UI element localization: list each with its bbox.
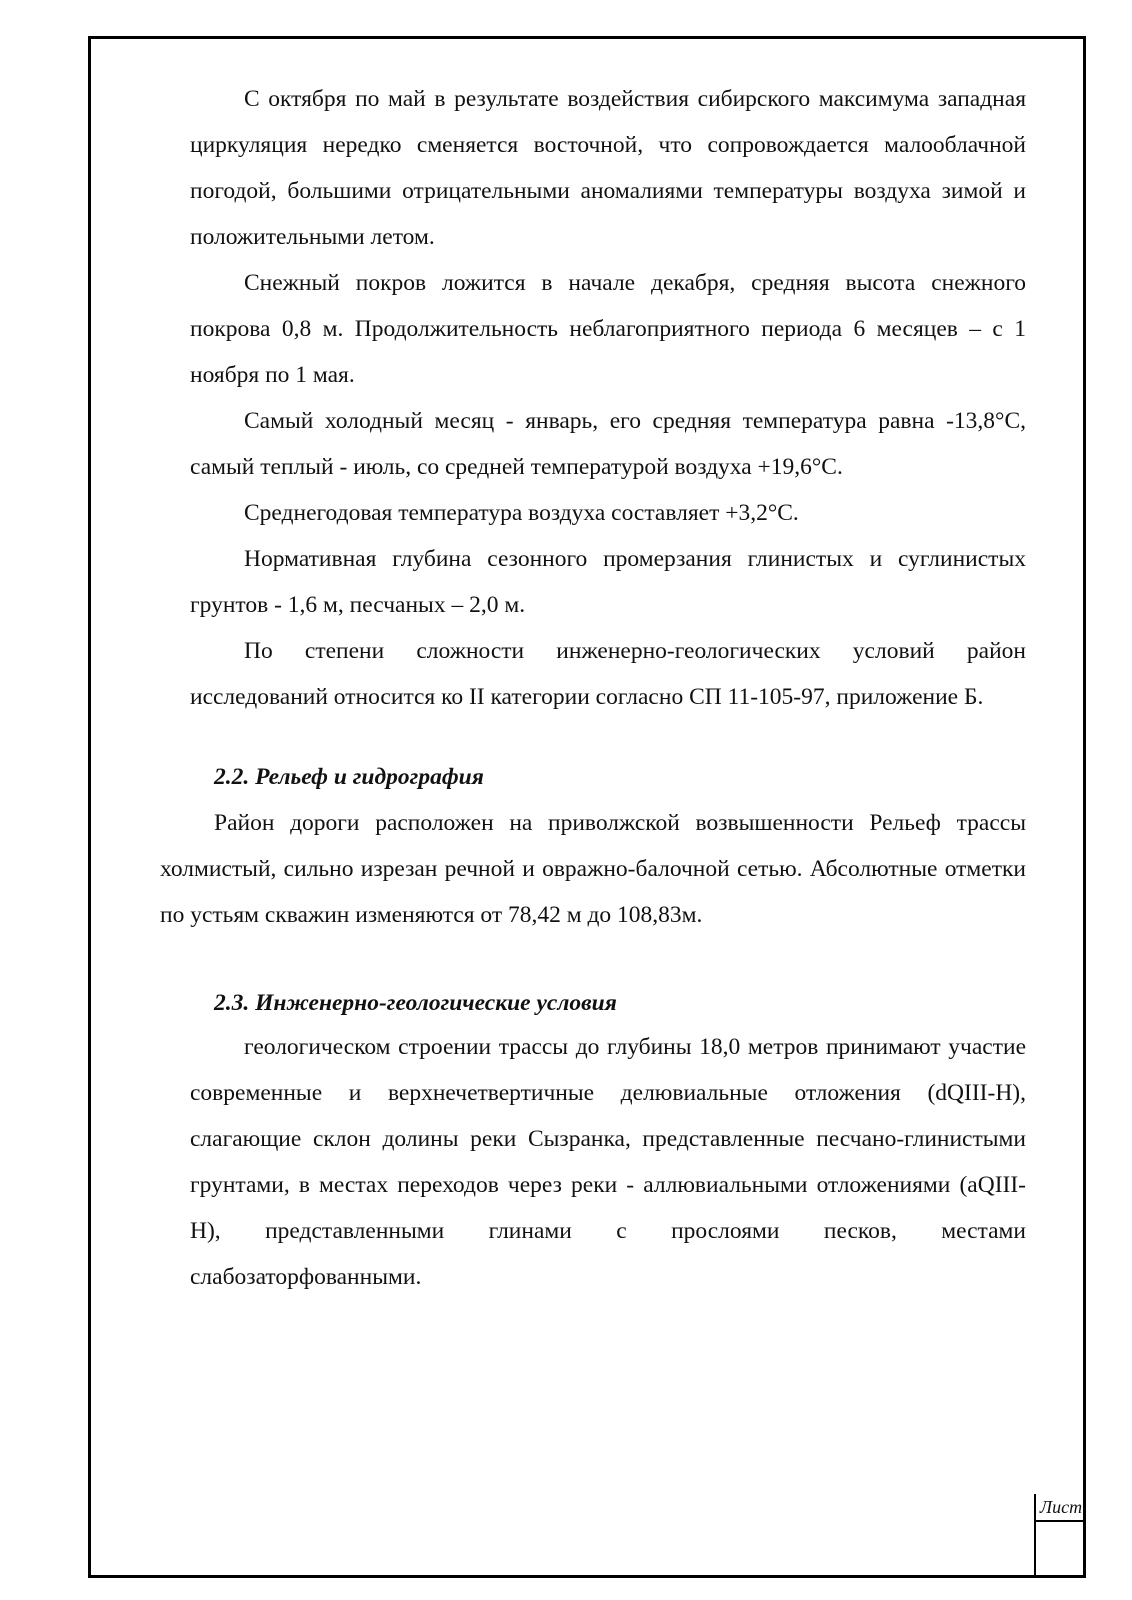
paragraph-relief: Район дороги расположен на приволжской возвышенности Рельеф трассы холмистый, сильно изрезан речной и овражно-балочной сетью. Абсолютные отметки по устьям скважин изменяются от 78,42 м до 108,83м. [160,810,1026,928]
paragraph-geology: геологическом строении трассы до глубины 18,0 метров принимают участие современные и верхнечетвертичные делювиальные отложения (dQIII-H), слагающие склон долины реки Сызранка, представленные песчано-глинистыми грунтами, в местах переходов через реки - аллювиальными отложениями (aQIII-H), представленными глинами с прослоями песков, местами слабозаторфованными. [190,1034,1026,1290]
climate-paragraphs [190,76,1026,720]
paragraph-temperatures: Самый холодный месяц - январь, его средняя температура равна -13,8°С, самый теплый - июль, со средней температурой воздуха +19,6°С. [190,408,1026,480]
paragraph-annual-temperature: Среднегодовая температура воздуха составляет +3,2°С. [244,500,799,526]
paragraph-frost-depth: Нормативная глубина сезонного промерзания глинистых и суглинистых грунтов - 1,6 м, песчаных – 2,0 м. [190,546,1026,618]
sheet-label: Лист [1036,1494,1086,1522]
paragraph-complexity-category: По степени сложности инженерно-геологических условий район исследований относится ко II категории согласно СП 11-105-97, приложение Б. [190,638,1026,710]
section-heading-geology: 2.3. Инженерно-геологические условия [214,990,617,1016]
paragraph-snow-cover: Снежный покров ложится в начале декабря, средняя высота снежного покрова 0,8 м. Продолжительность неблагоприятного периода 6 месяцев – с 1 ноября по 1 мая. [190,270,1026,388]
paragraph-winter-circulation: С октября по май в результате воздействия сибирского максимума западная циркуляция нередко сменяется восточной, что сопровождается малооблачной погодой, большими отрицательными аномалиями температуры воздуха зимой и положительными летом. [190,86,1026,250]
sheet-stamp [1034,1494,1086,1578]
section-heading-relief: 2.2. Рельеф и гидрография [214,764,484,790]
geology-section [190,1024,1026,1300]
relief-section [160,800,1026,938]
